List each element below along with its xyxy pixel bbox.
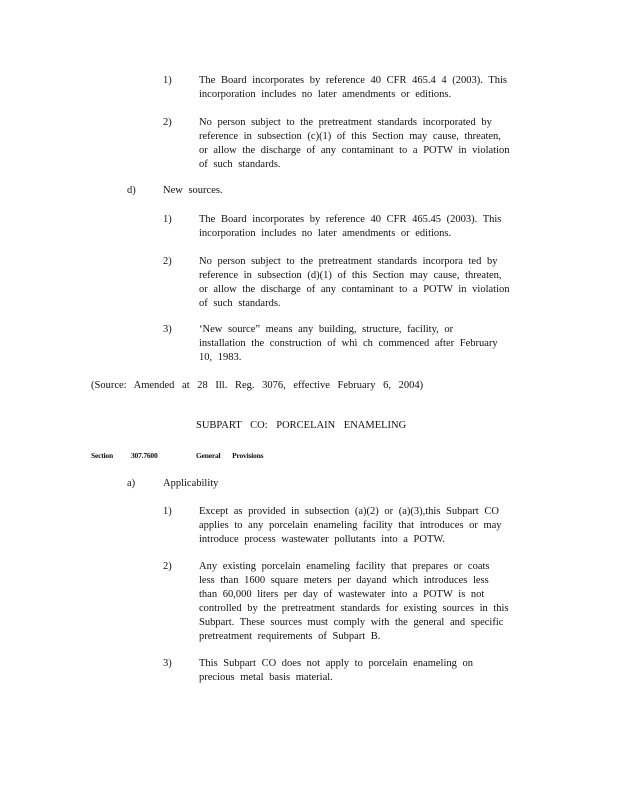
item-number: 1)	[163, 506, 172, 517]
text-line: of such standards.	[199, 298, 281, 309]
text-line: installation the construction of whi ch commenced after February	[199, 338, 498, 349]
paragraph-d3	[199, 323, 498, 365]
paragraph-d1	[199, 213, 501, 241]
item-number: 3)	[163, 324, 172, 335]
item-number: 2)	[163, 117, 172, 128]
text-line: The Board incorporates by reference 40 CFR 465.4 4 (2003). This	[199, 75, 507, 86]
text-line: introduce process wastewater pollutants into a POTW.	[199, 534, 445, 545]
subpart-heading: SUBPART CO: PORCELAIN ENAMELING	[196, 420, 407, 431]
text-line: than 60,000 liters per day of wastewater into a POTW is not	[199, 589, 485, 600]
item-number: 2)	[163, 256, 172, 267]
text-line: of such standards.	[199, 159, 281, 170]
paragraph-d2	[199, 255, 510, 311]
text-line: This Subpart CO does not apply to porcelain enameling on	[199, 658, 473, 669]
paragraph-a1	[199, 505, 502, 547]
text-line: Any existing porcelain enameling facility that prepares or coats	[199, 561, 490, 572]
item-number: 1)	[163, 75, 172, 86]
paragraph-a3	[199, 657, 473, 685]
subsection-letter: a)	[127, 478, 136, 489]
text-line: pretreatment requirements of Subpart B.	[199, 631, 381, 642]
item-number: 2)	[163, 561, 172, 572]
text-line: or allow the discharge of any contaminant to a POTW in violation	[199, 145, 510, 156]
paragraph-a2	[199, 560, 509, 644]
text-line: or allow the discharge of any contaminant to a POTW in violation	[199, 284, 510, 295]
text-line: reference in subsection (d)(1) of this Section may cause, threaten,	[199, 270, 502, 281]
subsection-title: New sources.	[163, 185, 223, 196]
text-line: No person subject to the pretreatment standards incorporated by	[199, 117, 492, 128]
item-number: 1)	[163, 214, 172, 225]
text-line: incorporation includes no later amendments or editions.	[199, 89, 452, 100]
subsection-title: Applicability	[163, 478, 219, 489]
text-line: No person subject to the pretreatment standards incorpora ted by	[199, 256, 498, 267]
section-label: Section	[91, 451, 113, 460]
item-number: 3)	[163, 658, 172, 669]
text-line: The Board incorporates by reference 40 CFR 465.45 (2003). This	[199, 214, 502, 225]
source-note: (Source: Amended at 28 Ill. Reg. 3076, effective February 6, 2004)	[91, 380, 424, 391]
section-number: 307.7600	[131, 451, 158, 460]
text-line: reference in subsection (c)(1) of this Section may cause, threaten,	[199, 131, 501, 142]
text-line: Subpart. These sources must comply with the general and specific	[199, 617, 504, 628]
paragraph-c2	[199, 116, 510, 172]
subsection-letter: d)	[127, 185, 136, 196]
text-line: precious metal basis material.	[199, 672, 333, 683]
text-line: less than 1600 square meters per dayand which introduces less	[199, 575, 489, 586]
text-line: 10, 1983.	[199, 352, 242, 363]
text-line: Except as provided in subsection (a)(2) or (a)(3),this Subpart CO	[199, 506, 499, 517]
paragraph-c1	[199, 74, 507, 102]
text-line: applies to any porcelain enameling facility that introduces or may	[199, 520, 502, 531]
text-line: ‘New source” means any building, structure, facility, or	[199, 324, 454, 335]
text-line: incorporation includes no later amendments or editions.	[199, 228, 452, 239]
text-line: controlled by the pretreatment standards for existing sources in this	[199, 603, 509, 614]
section-title: General Provisions	[196, 451, 264, 460]
